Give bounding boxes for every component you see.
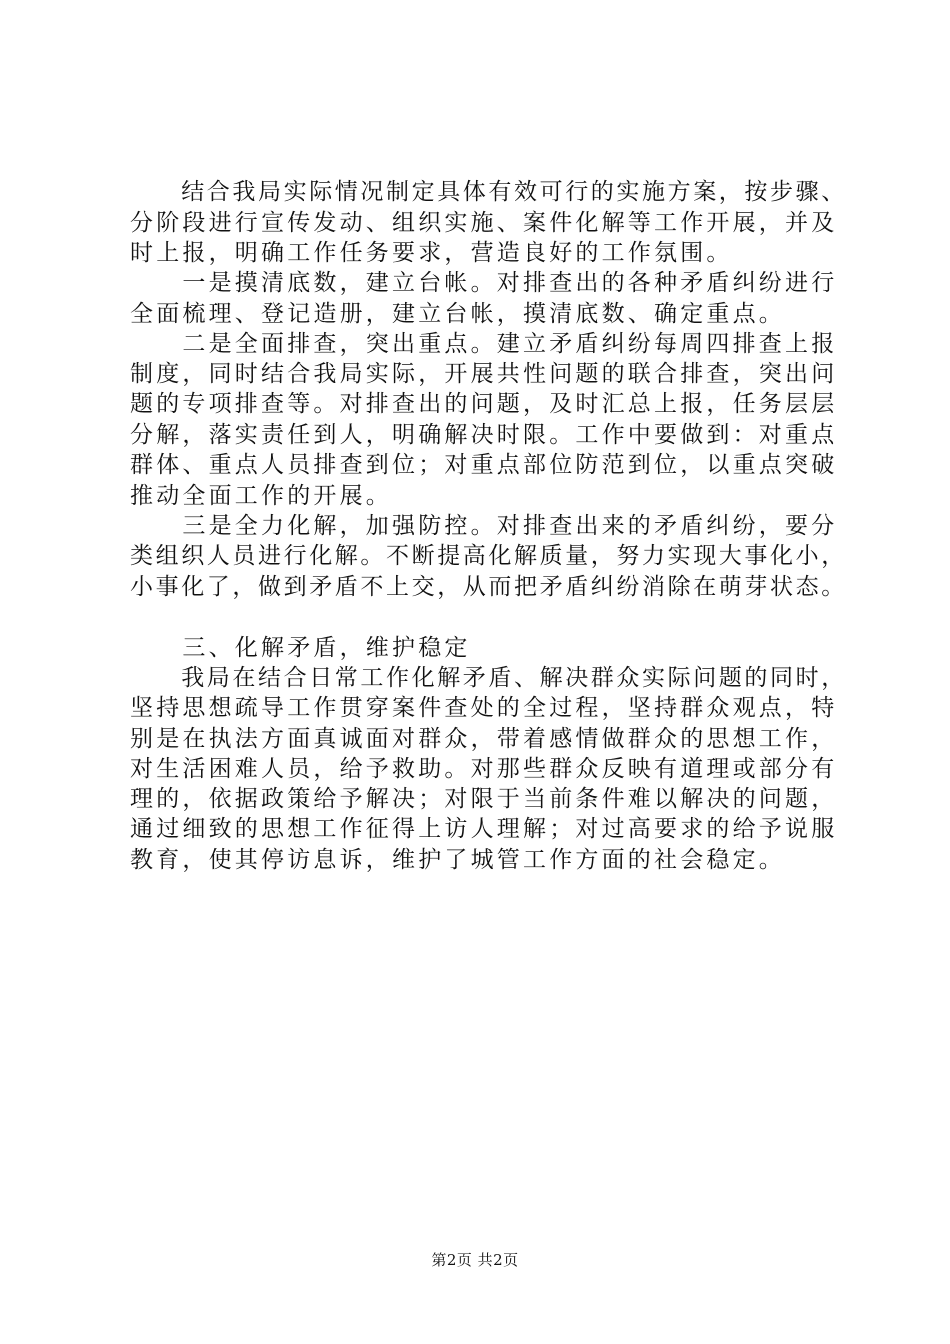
- paragraph-line: 推动全面工作的开展。: [130, 483, 392, 509]
- paragraph-line: 分阶段进行宣传发动、组织实施、案件化解等工作开展，并及: [130, 210, 838, 236]
- paragraph-line: 坚持思想疏导工作贯穿案件查处的全过程，坚持群众观点，特: [130, 695, 838, 721]
- paragraph-line: 对生活困难人员，给予救助。对那些群众反映有道理或部分有: [130, 756, 838, 782]
- page-number-footer: 第2页 共2页: [431, 1251, 519, 1269]
- paragraph-line: 分解，落实责任到人，明确解决时限。工作中要做到：对重点: [130, 422, 838, 448]
- paragraph-line: 别是在执法方面真诚面对群众，带着感情做群众的思想工作，: [130, 726, 838, 752]
- section-heading: 三、化解矛盾，维护稳定: [130, 635, 471, 661]
- paragraph-line: 我局在结合日常工作化解矛盾、解决群众实际问题的同时，: [130, 665, 847, 691]
- paragraph-line: 小事化了，做到矛盾不上交，从而把矛盾纠纷消除在萌芽状态。: [130, 574, 847, 600]
- paragraph-line: 制度，同时结合我局实际，开展共性问题的联合排查，突出问: [130, 361, 838, 387]
- paragraph-line: 时上报，明确工作任务要求，营造良好的工作氛围。: [130, 240, 733, 266]
- paragraph-line: 题的专项排查等。对排查出的问题，及时汇总上报，任务层层: [130, 391, 838, 417]
- paragraph-line: 结合我局实际情况制定具体有效可行的实施方案，按步骤、: [130, 179, 847, 205]
- paragraph-line: 一是摸清底数，建立台帐。对排查出的各种矛盾纠纷进行: [130, 270, 838, 296]
- paragraph-line: 全面梳理、登记造册，建立台帐，摸清底数、确定重点。: [130, 301, 785, 327]
- paragraph-line: 教育，使其停访息诉，维护了城管工作方面的社会稳定。: [130, 847, 785, 873]
- paragraph-line: 类组织人员进行化解。不断提高化解质量，努力实现大事化小，: [130, 543, 847, 569]
- paragraph-line: 群体、重点人员排查到位；对重点部位防范到位，以重点突破: [130, 452, 838, 478]
- paragraph-line: 理的，依据政策给予解决；对限于当前条件难以解决的问题，: [130, 786, 838, 812]
- paragraph-line: 通过细致的思想工作征得上访人理解；对过高要求的给予说服: [130, 816, 838, 842]
- paragraph-line: 二是全面排查，突出重点。建立矛盾纠纷每周四排查上报: [130, 331, 838, 357]
- paragraph-line: 三是全力化解，加强防控。对排查出来的矛盾纠纷，要分: [130, 513, 838, 539]
